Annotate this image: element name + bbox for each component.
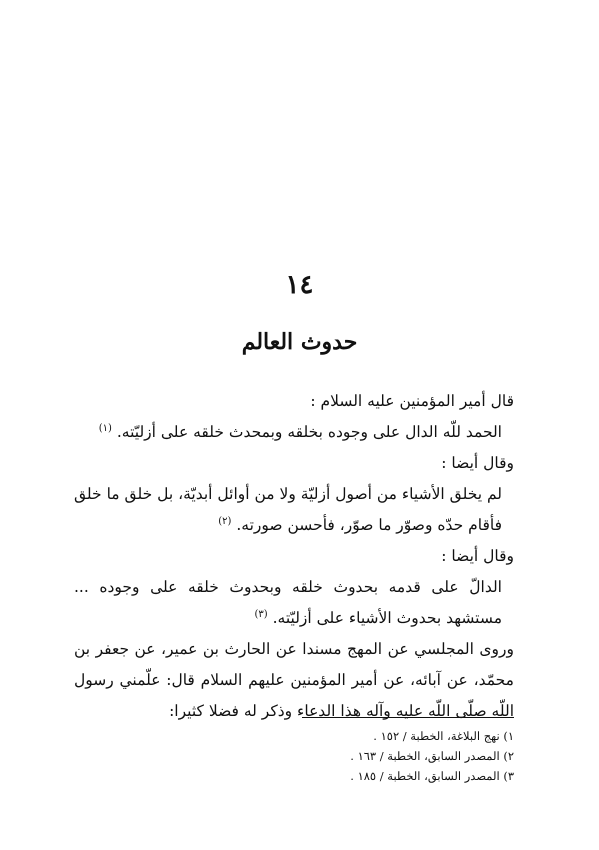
quote-paragraph: [74, 479, 514, 541]
paragraph: [74, 386, 514, 417]
body-text: [74, 386, 514, 727]
quote-paragraph: [74, 572, 514, 634]
paragraph: [74, 448, 514, 479]
paragraph-text: وقال أيضا :: [441, 454, 514, 472]
footnote-reference: (١): [98, 422, 112, 434]
paragraph-text: الحمد للّه الدال على وجوده بخلقه وبمحدث خلقه على أزليّته.: [116, 423, 502, 441]
footnote: ١) نهج البلاغة، الخطبة / ١٥٢ .: [373, 729, 514, 743]
quote-paragraph: [74, 417, 514, 448]
footnote-reference: (٢): [218, 515, 232, 527]
paragraph-text: لم يخلق الأشياء من أصول أزليّة ولا من أوائل أبديّة، بل خلق ما خلق فأقام حدّه وصوّر ما صوّر، فأحسن صورته.: [74, 485, 502, 534]
chapter-title: حدوث العالم: [241, 329, 358, 355]
paragraph: [74, 541, 514, 572]
chapter-number: ١٤: [285, 270, 314, 300]
paragraph-text: الدالّ على قدمه بحدوث خلقه وبحدوث خلقه على وجوده ... مستشهد بحدوث الأشياء على أزليّته.: [74, 578, 502, 627]
paragraph-text: وقال أيضا :: [441, 547, 514, 565]
footnote-reference: (٣): [254, 608, 268, 620]
footnotes: [74, 726, 514, 786]
paragraph-text: وروى المجلسي عن المهج مسندا عن الحارث بن عمير، عن جعفر بن محمّد، عن آبائه، عن أمير المؤمنين عليهم السلام قال: علّمني رسول اللّه صلّى اللّه عليه وآله هذا الدعاء وذكر له فضلا كثيرا:: [74, 640, 514, 720]
footnote: ٣) المصدر السابق، الخطبة / ١٨٥ .: [350, 769, 514, 783]
paragraph: [74, 634, 514, 727]
footnote-divider: [302, 717, 514, 718]
footnote: ٢) المصدر السابق، الخطبة / ١٦٣ .: [350, 749, 514, 763]
paragraph-text: قال أمير المؤمنين عليه السلام :: [310, 392, 514, 410]
